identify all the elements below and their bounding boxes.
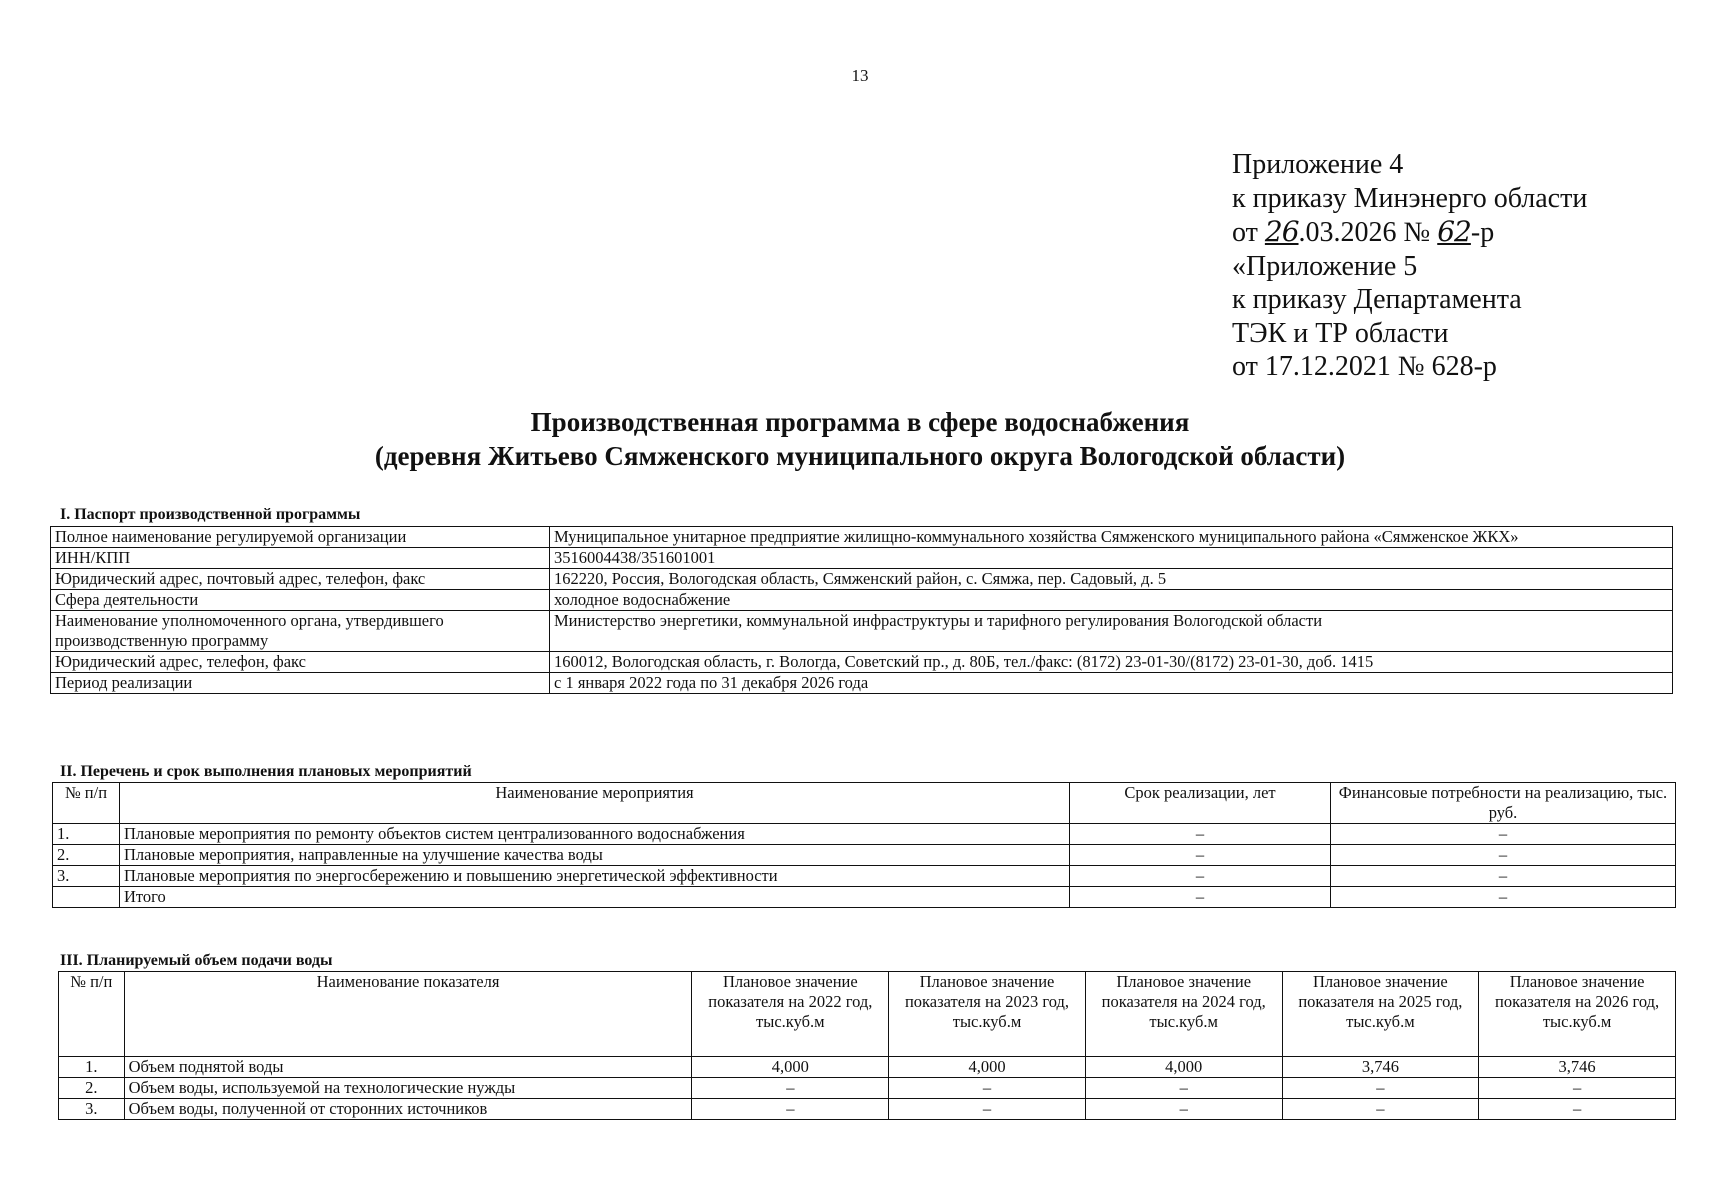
activity-financing: – xyxy=(1331,845,1676,866)
column-header-term: Срок реализации, лет xyxy=(1070,783,1331,824)
table-row xyxy=(51,611,1673,652)
appendix-line: от 17.12.2021 № 628-р xyxy=(1232,351,1497,382)
activity-term: – xyxy=(1070,845,1331,866)
passport-label: Период реализации xyxy=(51,673,550,694)
passport-value: Министерство энергетики, коммунальной инфраструктуры и тарифного регулирования Вологодской области xyxy=(550,611,1673,652)
volume-table xyxy=(58,971,1676,1120)
table-row xyxy=(59,1078,1676,1099)
activity-name: Плановые мероприятия по энергосбережению и повышению энергетической эффективности xyxy=(120,866,1070,887)
title-line: (деревня Житьево Сямженского муниципального округа Вологодской области) xyxy=(374,441,1346,471)
activity-term: – xyxy=(1070,866,1331,887)
table-row xyxy=(53,887,1676,908)
appendix-line: Приложение 4 xyxy=(1232,149,1404,180)
column-header-financing: Финансовые потребности на реализацию, тыс. руб. xyxy=(1331,783,1676,824)
column-header-num: № п/п xyxy=(53,783,120,824)
table-header-row xyxy=(53,783,1676,824)
passport-value: 162220, Россия, Вологодская область, Сямженский район, с. Сямжа, пер. Садовый, д. 5 xyxy=(550,569,1673,590)
value-2025: 3,746 xyxy=(1282,1057,1479,1078)
value-2026: – xyxy=(1479,1078,1676,1099)
section-heading-volume: III. Планируемый объем подачи воды xyxy=(60,952,333,969)
appendix-line: ТЭК и ТР области xyxy=(1232,317,1449,349)
activity-term: – xyxy=(1070,824,1331,845)
passport-value: Муниципальное унитарное предприятие жилищно-коммунального хозяйства Сямженского муниципального района «Сямженское ЖКХ» xyxy=(550,527,1673,548)
appendix-date-line xyxy=(1232,215,1587,250)
value-2024: – xyxy=(1085,1078,1282,1099)
value-2024: – xyxy=(1085,1099,1282,1120)
document-title xyxy=(0,405,1720,473)
indicator-name: Объем поднятой воды xyxy=(124,1057,692,1078)
appendix-date-prefix: от xyxy=(1232,217,1265,248)
row-number: 3. xyxy=(59,1099,125,1120)
activity-financing: – xyxy=(1331,866,1676,887)
activity-name: Итого xyxy=(120,887,1070,908)
passport-value: 3516004438/351601001 xyxy=(550,548,1673,569)
passport-label: Наименование уполномоченного органа, утвердившего производственную программу xyxy=(51,611,550,652)
page-number: 13 xyxy=(851,66,869,85)
appendix-date-middle: .03.2026 № xyxy=(1298,217,1438,248)
column-header-2022: Плановое значение показателя на 2022 год, тыс.куб.м xyxy=(692,972,889,1057)
row-number xyxy=(53,887,120,908)
passport-label: Юридический адрес, телефон, факс xyxy=(51,652,550,673)
value-2022: 4,000 xyxy=(692,1057,889,1078)
row-number: 3. xyxy=(53,866,120,887)
row-number: 1. xyxy=(59,1057,125,1078)
passport-label: ИНН/КПП xyxy=(51,548,550,569)
table-row xyxy=(51,548,1673,569)
value-2022: – xyxy=(692,1099,889,1120)
column-header-2026: Плановое значение показателя на 2026 год, тыс.куб.м xyxy=(1479,972,1676,1057)
column-header-num: № п/п xyxy=(59,972,125,1057)
row-number: 1. xyxy=(53,824,120,845)
title-line: Производственная программа в сфере водоснабжения xyxy=(530,407,1190,437)
value-2023: – xyxy=(889,1099,1086,1120)
value-2022: – xyxy=(692,1078,889,1099)
activity-financing: – xyxy=(1331,887,1676,908)
value-2023: – xyxy=(889,1078,1086,1099)
column-header-2023: Плановое значение показателя на 2023 год, тыс.куб.м xyxy=(889,972,1086,1057)
value-2025: – xyxy=(1282,1099,1479,1120)
value-2025: – xyxy=(1282,1078,1479,1099)
handwritten-order-number: 62 xyxy=(1437,215,1471,248)
activity-term: – xyxy=(1070,887,1331,908)
passport-value: 160012, Вологодская область, г. Вологда, Советский пр., д. 80Б, тел./факс: (8172) 23-01-30/(8172) 23-01-30, доб. 1415 xyxy=(550,652,1673,673)
passport-value: с 1 января 2022 года по 31 декабря 2026 года xyxy=(550,673,1673,694)
column-header-name: Наименование мероприятия xyxy=(120,783,1070,824)
row-number: 2. xyxy=(59,1078,125,1099)
activity-financing: – xyxy=(1331,824,1676,845)
activities-table xyxy=(52,782,1676,908)
column-header-name: Наименование показателя xyxy=(124,972,692,1057)
table-row xyxy=(51,527,1673,548)
indicator-name: Объем воды, используемой на технологические нужды xyxy=(124,1078,692,1099)
table-row xyxy=(59,1057,1676,1078)
table-row xyxy=(51,590,1673,611)
table-row xyxy=(51,569,1673,590)
appendix-date-suffix: -р xyxy=(1470,217,1495,248)
table-row xyxy=(51,652,1673,673)
row-number: 2. xyxy=(53,845,120,866)
table-row xyxy=(51,673,1673,694)
column-header-2025: Плановое значение показателя на 2025 год, тыс.куб.м xyxy=(1282,972,1479,1057)
passport-value: холодное водоснабжение xyxy=(550,590,1673,611)
table-header-row xyxy=(59,972,1676,1057)
appendix-line: к приказу Минэнерго области xyxy=(1232,182,1588,214)
table-row xyxy=(59,1099,1676,1120)
table-row xyxy=(53,845,1676,866)
section-heading-passport: I. Паспорт производственной программы xyxy=(60,506,361,523)
table-row xyxy=(53,866,1676,887)
appendix-block xyxy=(1232,148,1587,384)
passport-table xyxy=(50,526,1673,694)
passport-label: Сфера деятельности xyxy=(51,590,550,611)
value-2024: 4,000 xyxy=(1085,1057,1282,1078)
value-2026: – xyxy=(1479,1099,1676,1120)
activity-name: Плановые мероприятия, направленные на улучшение качества воды xyxy=(120,845,1070,866)
value-2023: 4,000 xyxy=(889,1057,1086,1078)
appendix-line: «Приложение 5 xyxy=(1232,250,1418,282)
activity-name: Плановые мероприятия по ремонту объектов систем централизованного водоснабжения xyxy=(120,824,1070,845)
passport-label: Юридический адрес, почтовый адрес, телефон, факс xyxy=(51,569,550,590)
indicator-name: Объем воды, полученной от сторонних источников xyxy=(124,1099,692,1120)
appendix-line: к приказу Департамента xyxy=(1232,284,1522,315)
handwritten-day: 26 xyxy=(1264,215,1299,248)
passport-label: Полное наименование регулируемой организации xyxy=(51,527,550,548)
value-2026: 3,746 xyxy=(1479,1057,1676,1078)
column-header-2024: Плановое значение показателя на 2024 год, тыс.куб.м xyxy=(1085,972,1282,1057)
table-row xyxy=(53,824,1676,845)
section-heading-activities: II. Перечень и срок выполнения плановых мероприятий xyxy=(60,763,472,780)
